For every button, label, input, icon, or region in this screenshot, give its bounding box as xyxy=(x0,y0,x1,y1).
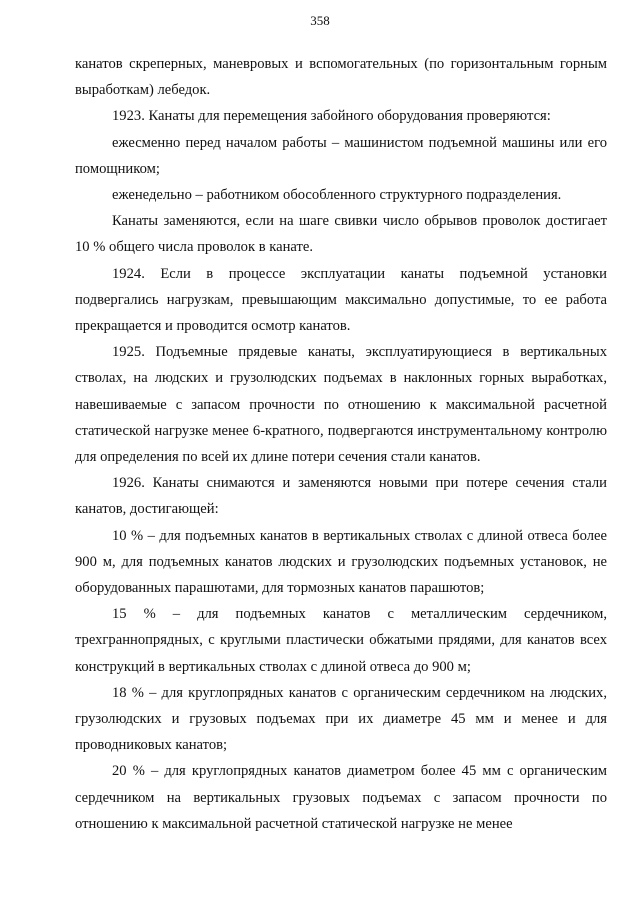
paragraph-each-shift: ежесменно перед началом работы – машинистом подъемной машины или его помощником; xyxy=(75,134,607,177)
paragraph-1924: 1924. Если в процессе эксплуатации канаты подъемной установки подвергались нагрузкам, превышающим максимально допустимые, то ее работа прекращается и проводится осмотр канатов. xyxy=(75,265,607,335)
paragraph-18-percent: 18 % – для круглопрядных канатов с органическим сердечником на людских, грузолюдских и грузовых подъемах при их диаметре 45 мм и менее и для проводниковых канатов; xyxy=(75,684,607,754)
paragraph-1925: 1925. Подъемные прядевые канаты, эксплуатирующиеся в вертикальных стволах, на людских и грузолюдских подъемах в наклонных горных выработках, навешиваемые с запасом прочности по отношению к максимальной расчетной статической нагрузке менее 6-кратного, подвергаются инструментальному контролю для определения по всей их длине потери сечения стали канатов. xyxy=(75,344,607,466)
paragraph-10-percent: 10 % – для подъемных канатов в вертикальных стволах с длиной отвеса более 900 м, для подъемных канатов людских и грузолюдских подъемных установок, не оборудованных парашютами, для тормозных канатов парашютов; xyxy=(75,527,607,597)
paragraph-continuation: канатов скреперных, маневровых и вспомогательных (по горизонтальным горным выработкам) лебедок. xyxy=(75,56,607,99)
document-body xyxy=(75,51,607,837)
paragraph-1926: 1926. Канаты снимаются и заменяются новыми при потере сечения стали канатов, достигающей: xyxy=(75,475,607,518)
paragraph-weekly: еженедельно – работником обособленного структурного подразделения. xyxy=(112,187,562,204)
page-number: 358 xyxy=(310,13,330,28)
paragraph-15-percent: 15 % – для подъемных канатов с металлическим сердечником, трехграннопрядных, с круглыми пластически обжатыми прядями, для канатов всех конструкций в вертикальных стволах с длиной отвеса до 900 м; xyxy=(75,606,607,675)
paragraph-20-percent: 20 % – для круглопрядных канатов диаметром более 45 мм с органическим сердечником на вертикальных грузовых подъемах с запасом прочности по отношению к максимальной расчетной статической нагрузке не менее xyxy=(75,763,607,832)
paragraph-1923: 1923. Канаты для перемещения забойного оборудования проверяются: xyxy=(112,108,551,125)
paragraph-replacement: Канаты заменяются, если на шаге свивки число обрывов проволок достигает 10 % общего числа проволок в канате. xyxy=(75,213,607,256)
